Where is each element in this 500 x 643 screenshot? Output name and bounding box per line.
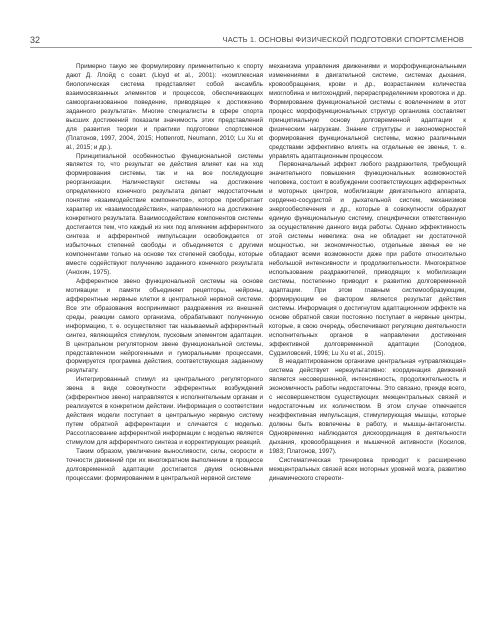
paragraph: Таким образом, увеличение выносливости, силы, скорости и точности движений при их многократном выполнении в процессе долговременной адаптации достигается двумя основными процессами: формированием в центральной нервной системе [66, 447, 263, 482]
paragraph: Систематическая тренировка приводит к расширению межцентральных связей всех моторных уровней мозга, развитию динамического стереоти- [269, 456, 466, 482]
paragraph: Интегрированный стимул из центрального регуляторного звена в виде совокупности эфферентных возбуждений (эфферентное звено) направляется к исполнительным органам и реализуется в конкретном действии. Информация о соответствии действия модели поступает в центральную нервную систему путем обратной афферентации и сличается с моделью. Рассогласование афферентной информации с моделью является стимулом для афферентного синтеза и корректирующих реакций. [66, 376, 263, 447]
paragraph: Примерно такую же формулировку применительно к спорту дают Д. Ллойд с соавт. (Lloyd et al., 2001): «комплексная биологическая система представляет собой ансамбль взаимосвязанных элементов и процессов, обеспечивающих самоорганизованное поведение, приводящее к достижению заданного результата». Многие специалисты в сфере спорта высших достижений показали значимость этих представлений для развития теории и практики подготовки спортсменов (Платонов, 1997, 2004, 2015; Hottenrott, Neumann, 2010; Lu Xu et al., 2015; и др.). [66, 63, 263, 151]
paragraph-continuation: механизма управления движениями и морфофункциональными изменениями в двигательной системе, системах дыхания, кровообращения, крови и др., возрастанием количества миоглобина и митохондрий, перераспределением кровотока и др. Формирование функциональной системы с вовлечением в этот процесс морфофункциональных структур организма составляет принципиальную основу долговременной адаптации к физическим нагрузкам. Знание структуры и закономерностей формирования функциональной системы, можно различными средствами эффективно влиять на отдельные ее звенья, т. е. управлять адаптационным процессом. [269, 63, 466, 160]
left-column [66, 63, 263, 484]
paragraph: Афферентное звено функциональной системы на основе мотивации и памяти объединяет рецепторы, нейроны, афферентные нервные клетки в центральной нервной системе. Все эти образования воспринимают раздражения из внешней среды, реакции самого организма, обрабатывают полученную информацию, т. е. осуществляют так называемый афферентный синтез, являющийся стимулом, пусковым элементом адаптации. В центральном регуляторном звене функциональной системы, представленном нейрогенными и гуморальными процессами, формируется программа действия, соответствующая заданному результату. [66, 277, 263, 375]
running-title: ЧАСТЬ 1. ОСНОВЫ ФИЗИЧЕСКОЙ ПОДГОТОВКИ СПОРТСМЕНОВ [222, 35, 464, 44]
header-divider [30, 47, 472, 48]
paragraph: Первоначальный эффект любого раздражителя, требующий значительного повышения функциональных возможностей человека, состоит в возбуждении соответствующих афферентных и моторных центров, мобилизации двигательного аппарата, сердечно-сосудистой и дыхательной систем, механизмов энергообеспечения и др., которые в совокупности образуют единую функциональную систему, специфически ответственную за осуществление данного вида работы. Однако эффективность этой системы невелика: она не обладает ни достаточной мощностью, ни экономичностью, отдельные звенья ее не обладают всеми возможности даже при работе относительно небольшой интенсивности и продолжительности. Многократное использование раздражителей, приводящих к мобилизации системы, постепенно приводит к развитию долговременной адаптации. При этом главным системообразующим, формирующим ее фактором является результат действия системы. Информация о достигнутом адаптационном эффекте на основе обратной связи постоянно поступает в нервные центры, которые, в свою очередь, обеспечивают регуляцию деятельности исполнительных органов в направлении достижения эффективной долговременной адаптации (Солодков, Судзиловский, 1996; Lu Xu et al., 2015). [269, 161, 466, 357]
page-number: 32 [30, 35, 41, 45]
paragraph: В неадаптированном организме центральная «управляющая» система действует нерезультативно: координация движений является несовершенной, интенсивность, продолжительность и экономичность работы недостаточны. Это связано, прежде всего, с несовершенством существующих межцентральных связей и недостаточным их количеством. В этом случае отмечается неэффективная импульсация, стимулирующая мышцы, которые должны быть вовлечены в работу, и мышцы-антагонисты. Одновременно наблюдается дискоординация в деятельности дыхания, кровообращения и мышечной активности (Косилов, 1983; Платонов, 1997). [269, 358, 466, 455]
page-header [0, 0, 500, 44]
paragraph: Принципиальной особенностью функциональной системы является то, что результат ее действия влияет как на ход формирования системы, так и на все последующие реорганизации. Наличествуют системы на достижение определенного конечного результата делает недостаточным понятие «взаимодействие компонентов», которое приобретает характер их «взаимосодействия», направленного на достижение конкретного результата. Взаимосодействие компонентов системы достигается тем, что каждый из них под влиянием афферентного синтеза и афферентной импульсации освобождается от избыточных степеней свободы и объединяется с другими компонентами только на основе тех степеней свободы, которые вместе содействуют получению заданного конечного результата (Анохин, 1975). [66, 152, 263, 276]
right-column [269, 63, 466, 484]
